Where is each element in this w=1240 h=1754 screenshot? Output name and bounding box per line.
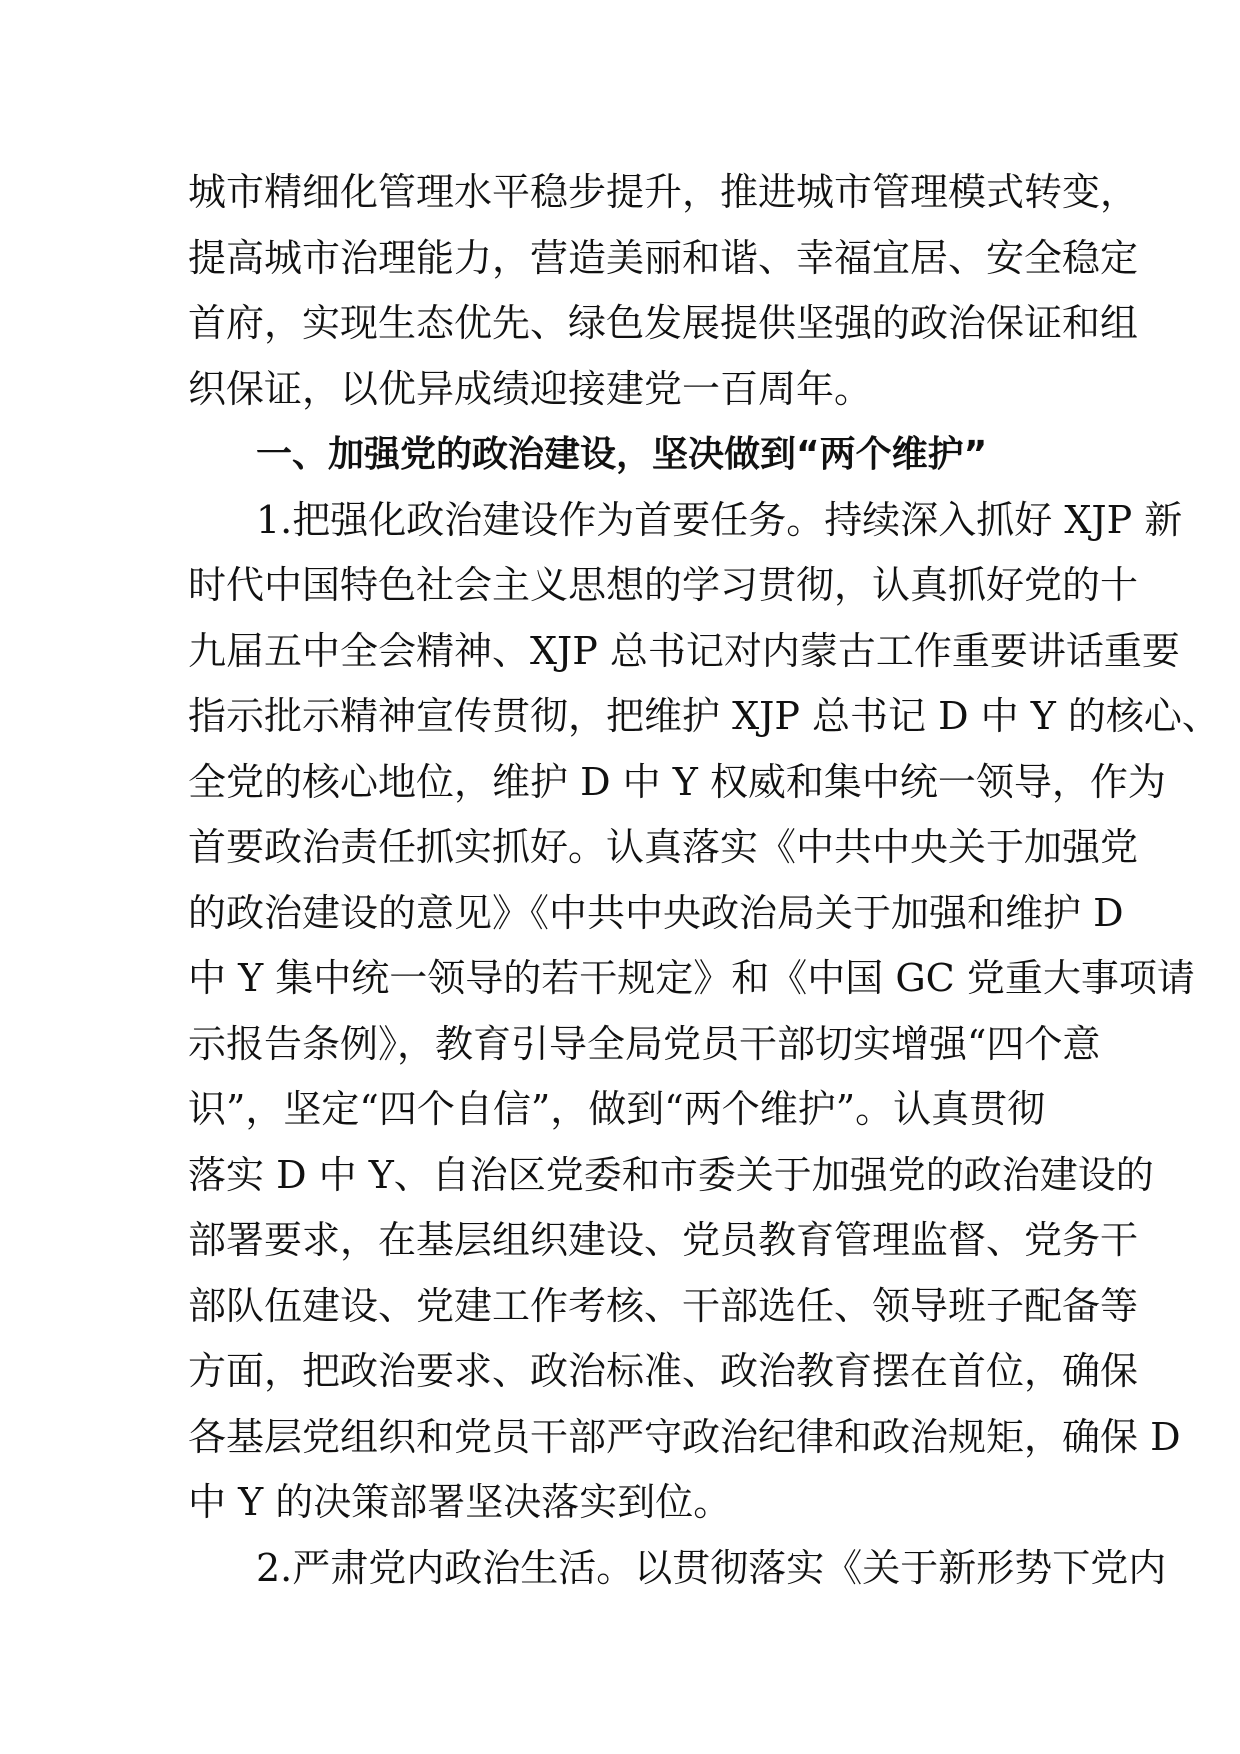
paragraph-line: 示报告条例》，教育引导全局党员干部切实增强“四个意 (188, 1021, 1101, 1066)
paragraph-line: 指示批示精神宣传贯彻，把维护 XJP 总书记 D 中 Y 的核心、 (188, 694, 1220, 738)
paragraph-line: 落实 D 中 Y、自治区党委和市委关于加强党的政治建设的 (188, 1152, 1154, 1197)
section-heading: 一、加强党的政治建设，坚决做到“两个维护” (256, 434, 988, 475)
paragraph-line: 九届五中全会精神、XJP 总书记对内蒙古工作重要讲话重要 (188, 628, 1180, 673)
paragraph-line: 提高城市治理能力，营造美丽和谐、幸福宜居、安全稳定 (188, 235, 1139, 280)
paragraph-line: 中 Y 的决策部署坚决落实到位。 (188, 1480, 732, 1524)
paragraph-line: 方面，把政治要求、政治标准、政治教育摆在首位，确保 (188, 1349, 1139, 1393)
paragraph-line: 时代中国特色社会主义思想的学习贯彻，认真抓好党的十 (188, 563, 1139, 607)
paragraph-line: 中 Y 集中统一领导的若干规定》和《中国 GC 党重大事项请 (188, 956, 1195, 1000)
paragraph-line: 部署要求，在基层组织建设、党员教育管理监督、党务干 (188, 1218, 1139, 1262)
paragraph-line: 全党的核心地位，维护 D 中 Y 权威和集中统一领导，作为 (188, 759, 1166, 804)
paragraph-line: 识”，坚定“四个自信”，做到“两个维护”。认真贯彻 (188, 1087, 1046, 1131)
paragraph-line: 的政治建设的意见》《中共中央政治局关于加强和维护 D (188, 890, 1124, 935)
paragraph-line: 织保证，以优异成绩迎接建党一百周年。 (188, 366, 873, 411)
paragraph-line: 2.严肃党内政治生活。以贯彻落实《关于新形势下党内 (256, 1545, 1167, 1590)
paragraph-line: 1.把强化政治建设作为首要任务。持续深入抓好 XJP 新 (256, 497, 1183, 542)
document-body (188, 160, 1220, 1601)
paragraph-line: 首府，实现生态优先、绿色发展提供坚强的政治保证和组 (188, 301, 1139, 345)
paragraph-line: 首要政治责任抓实抓好。认真落实《中共中央关于加强党 (188, 825, 1139, 869)
paragraph-line: 各基层党组织和党员干部严守政治纪律和政治规矩，确保 D (188, 1414, 1181, 1459)
paragraph-line: 部队伍建设、党建工作考核、干部选任、领导班子配备等 (188, 1283, 1139, 1328)
paragraph-line: 城市精细化管理水平稳步提升，推进城市管理模式转变， (188, 170, 1139, 214)
